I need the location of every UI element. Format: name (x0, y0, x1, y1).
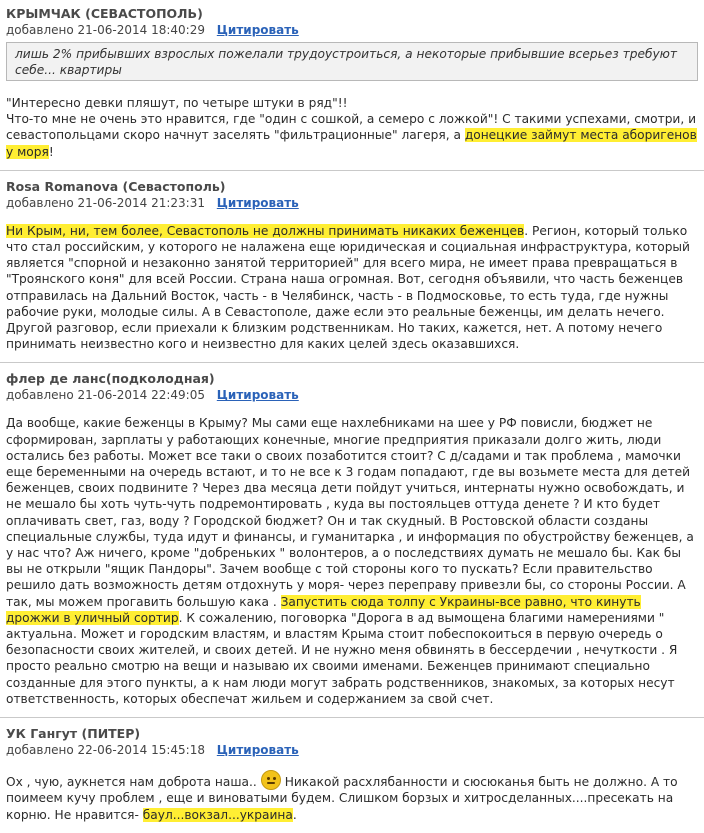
separator (0, 170, 704, 171)
comment-meta (6, 387, 698, 403)
cite-link[interactable]: Цитировать (216, 23, 299, 37)
comment-1 (0, 6, 704, 170)
comment-author: флер де ланс(подколодная) (6, 371, 215, 387)
separator (0, 717, 704, 718)
comment-text (6, 770, 698, 823)
comment-author: УК Гангут (ПИТЕР) (6, 726, 141, 742)
highlighted-text: Запустить сюда толпу с Украины-все равно, что кинуть дрожжи в уличный сортир (6, 594, 641, 625)
comment-text-part: . (292, 807, 297, 822)
comment-text-part: ! (48, 144, 54, 159)
comment-date: добавлено 21-06-2014 22:49:05 (6, 388, 205, 403)
comments-page (0, 6, 704, 822)
comment-author: Rosa Romanova (Севастополь) (6, 178, 226, 194)
comment-body (6, 223, 698, 363)
comment-text-part: . Регион, который только что стал российским, у которого не налажена еще юридическая и социальная инфраструктура, который является "спорной и незаконно занятой территорией" для всего мира, не имеет права превращаться в "Троянского коня" для всей России. Страна наша огромная. Вот, сегодня объявили, что часть беженцев отправилась на Дальний Восток, часть - в Челябинск, часть - в Подмосковье, то есть туда, где нужны рабочие руки, молодые силы. А в Севастополе, даже если это реальные беженцы, им делать нечего. Другой разговор, если приехали к близким родственникам. Но таких, кажется, нет. А потому нечего принимать неизвестно кого и неизвестно для каких целей здесь оказавшихся. (6, 223, 690, 352)
comment-text-part: Ох , чую, аукнется нам доброта наша.. (6, 775, 257, 790)
comment-text-part: Что-то мне не очень это нравится, где "один с сошкой, а семеро с ложкой"! С такими успехами, смотри, и севастопольцами скоро начнут заселять "фильтрационные" лагеря, а (6, 112, 697, 143)
quote-block: лишь 2% прибывших взрослых пожелали трудоустроиться, а некоторые прибывшие всерьез требуют себе... квартиры (6, 42, 698, 81)
comment-text-part: Никакой расхлябанности и сюсюканья быть не должно. А то поимеем кучу проблем , еще и виноватыми будем. Слишком борзых и хитросделанных....пресекать на корню. Не нравится- (6, 775, 678, 822)
comment-body (6, 770, 698, 833)
thinking-smiley-icon (261, 770, 281, 790)
comment-date: добавлено 21-06-2014 18:40:29 (6, 23, 205, 37)
comment-body (6, 415, 698, 717)
cite-link[interactable]: Цитировать (216, 195, 299, 210)
comment-text (6, 415, 698, 707)
comment-date: добавлено 22-06-2014 15:45:18 (6, 743, 205, 758)
comment-meta (6, 195, 698, 211)
cite-link[interactable]: Цитировать (216, 388, 299, 403)
separator (0, 362, 704, 363)
cite-link[interactable]: Цитировать (216, 743, 299, 758)
comment-text-part: Да вообще, какие беженцы в Крыму? Мы сами еще нахлебниками на шее у РФ повисли, бюджет не сформирован, зарплаты у работающих конечные, многие предприятия приказали долго жить, люди остались без работы. Может все таки о своих позаботится стоит? С д/садами и так проблема , мамочки еще беременными на очередь встают, и то не все к 3 годам попадают, где вы возьмете места для детей беженцев, своих подвините ? Через два месяца дети пойдут учиться, интернаты нужно освобождать, и не мешало бы хоть чуть-чуть подремонтировать , куда вы постояльцев оттуда денете ? И кто будет оплачивать свет, газ, воду ? Городской бюджет? Он и так скудный. В Ростовской области созданы специальные службы, туда идут и финансы, и гуманитарка , и информация по обустройству беженцев, а у нас что? Аж ничего, кроме "добреньких " волонтеров, а о последствиях думать не мешало бы. Как бы вы не открыли "ящик Пандоры". Зачем вообще с той стороны кого то пускать? Если правительство решило дать возможность детям отдохнуть у моря- через переправу привезли бы, со стороны России. А так, мы можем прогавить большую кака . (6, 416, 694, 609)
comment-text (6, 111, 698, 160)
comment-meta (6, 22, 698, 38)
comment-4 (0, 726, 704, 833)
comment-text-part: . К сожалению, поговорка "Дорога в ад вымощена благими намерениями " актуальна. Может и городским властям, и властям Крыма стоит побеспокоиться в первую очередь о безопасности своих жителей, и своих детей. И не нужно меня обвинять в бессердечии , нечуткости . Я просто реально смотрю на вещи и называю их своими именами. Беженцев принимают специально созданные для этого пункты, а к нам люди могут забрать родственников, знакомых, за которых несут ответственность, которых обеспечат жильем и содержанием за свой счет. (6, 610, 678, 706)
comment-text: "Интересно девки пляшут, по четыре штуки в ряд"!! (6, 96, 348, 110)
highlighted-text: баул...вокзал...украина (142, 807, 293, 822)
comment-author: КРЫМЧАК (СЕВАСТОПОЛЬ) (6, 6, 203, 21)
comment-body (6, 95, 698, 170)
highlighted-text: донецкие займут места аборигенов у моря (6, 128, 697, 159)
highlighted-text: Ни Крым, ни, тем более, Севастополь не должны принимать никаких беженцев (6, 223, 525, 238)
comment-text (6, 223, 698, 353)
comment-date: добавлено 21-06-2014 21:23:31 (6, 195, 205, 210)
comment-2 (0, 179, 704, 363)
comment-3 (0, 371, 704, 717)
comment-meta (6, 742, 698, 758)
